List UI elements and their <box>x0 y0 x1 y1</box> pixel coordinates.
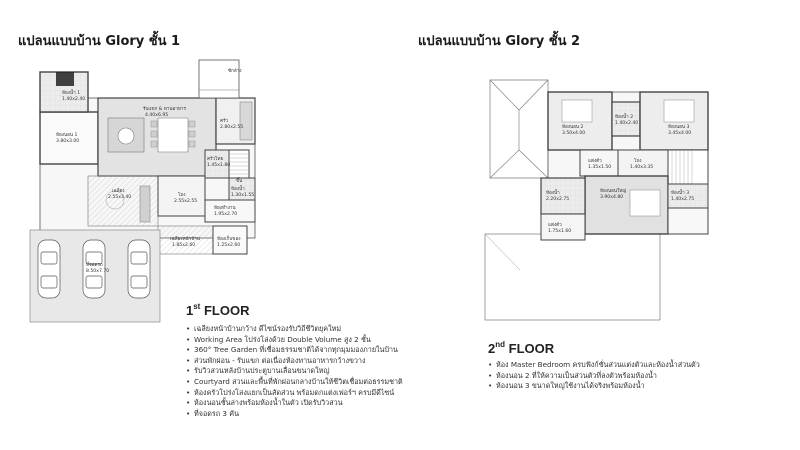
f2-label-master-size: 3.90x4.80 <box>600 195 624 200</box>
f1-label-kitchen: ครัว <box>220 119 229 124</box>
floor1-feature-item: • 360° Tree Garden ที่เชื่อมธรรมชาติได้จากทุกมุมมองภายในบ้าน <box>186 345 403 356</box>
f1-label-bath: ห้องน้ำ 1 <box>62 91 81 96</box>
f2-label-bath3: ห้องน้ำ 3 <box>671 191 690 196</box>
floor2-plan-title: แปลนแบบบ้าน Glory ชั้น 2 <box>418 34 581 49</box>
f2-label-bath3-size: 1.40x2.75 <box>671 197 695 202</box>
floor1-feature-item: • เฉลียงหน้าบ้านกว้าง ดีไซน์รองรับวิถีชีวิตยุคใหม่ <box>186 324 403 335</box>
floor1-feature-item: • Working Area โปร่งโล่งด้วย Double Volume สูง 2 ชั้น <box>186 335 403 346</box>
floor2-heading-word: FLOOR <box>508 341 555 356</box>
f1-label-powder: ห้องน้ำ <box>231 187 245 192</box>
f2-label-mbath: ห้องน้ำ <box>546 191 560 196</box>
f2-label-bath2-size: 1.40x2.40 <box>615 121 639 126</box>
floor2-feature-item: • ห้องนอน 2 ที่ให้ความเป็นส่วนตัวที่ลงตัวพร้อมห้องน้ำ <box>488 371 700 382</box>
f1-laundry <box>199 60 239 98</box>
f2-label-wic: แต่งตัว <box>588 159 602 164</box>
f2-label-wic-size: 1.35x1.50 <box>588 165 612 170</box>
f1-label-work: ห้องทำงาน <box>214 206 236 211</box>
f2-master-bath <box>541 178 585 214</box>
f1-label-store: ห้องเก็บของ <box>217 237 241 242</box>
f1-label-powder-size: 1.30x1.55 <box>231 193 255 198</box>
f1-label-living: รับแขก & ทานอาหาร <box>143 107 186 112</box>
floor1-plan-title: แปลนแบบบ้าน Glory ชั้น 1 <box>18 34 181 49</box>
f1-label-work-size: 1.95x2.70 <box>214 212 238 217</box>
f1-label-living-size: 4.40x6.95 <box>145 113 169 118</box>
floor2-heading-suffix: nd <box>495 340 506 349</box>
floor1-heading-word: FLOOR <box>203 303 250 318</box>
f1-label-hall-size: 2.55x2.55 <box>174 199 198 204</box>
floor1-feature-item: • ห้องครัวโปร่งโล่งแยกเป็นสัดส่วน พร้อมดกแต่งเฟอร์ฯ ครบมีดีไซน์ <box>186 388 403 399</box>
f1-label-stair: ขึ้น <box>236 179 243 184</box>
f2-hall <box>618 150 668 176</box>
f1-label-store-size: 1.25x2.60 <box>217 243 241 248</box>
f1-label-garage: ที่จอดรถ <box>86 263 103 268</box>
f1-label-prep-size: 1.45x1.80 <box>207 163 231 168</box>
f2-bathroom3 <box>668 184 708 208</box>
floor1-heading-number: 1 <box>186 303 194 318</box>
f1-label-porch-size: 1.85x2.60 <box>172 243 196 248</box>
floor2-plan <box>485 80 708 320</box>
f1-bedroom1 <box>40 112 98 164</box>
f1-label-bath-size: 1.40x2.40 <box>62 97 86 102</box>
f2-label-hall-size: 1.40x3.35 <box>630 165 654 170</box>
f2-label-dress: แต่งตัว <box>548 223 562 228</box>
floor2-heading-number: 2 <box>488 341 496 356</box>
floor1-heading <box>186 302 249 318</box>
f2-label-bed3: ห้องนอน 3 <box>668 125 690 130</box>
car-icon <box>128 240 150 298</box>
f2-label-bath2: ห้องน้ำ 2 <box>615 115 634 120</box>
f1-label-bed: ห้องนอน 1 <box>56 133 78 138</box>
floor2-heading <box>488 340 554 356</box>
floor1-feature-item: • ส่วนพักผ่อน - รับแขก ต่อเนื่องห้องทานอาหารกว้างขวาง <box>186 356 403 367</box>
floor1-feature-item: • รับวิวสวนหลังบ้านประตูบานเลื่อนขนาดใหญ่ <box>186 366 403 377</box>
f1-label-courtyard-size: 2.55x3.40 <box>108 195 132 200</box>
f2-label-bed3-size: 3.45x4.00 <box>668 131 692 136</box>
floor1-feature-item: • ที่จอดรถ 3 คัน <box>186 409 403 420</box>
f1-work-room <box>205 200 255 222</box>
car-icon <box>38 240 60 298</box>
floor2-feature-item: • ห้องนอน 3 ขนาดใหญ่ใช้งานได้จริงพร้อมห้องน้ำ <box>488 381 700 392</box>
floor1-feature-list <box>186 324 403 419</box>
f2-label-hall: โถง <box>634 159 642 164</box>
floor2-feature-list <box>488 360 700 392</box>
f1-label-kitchen-size: 2.80x2.55 <box>220 125 244 130</box>
floor1-feature-item: • ห้องนอนชั้นล่างพร้อมห้องน้ำในตัว เปิดรับวิวสวน <box>186 398 403 409</box>
f2-label-mbath-size: 2.20x2.75 <box>546 197 570 202</box>
f2-label-dress-size: 1.75x1.60 <box>548 229 572 234</box>
f1-label-hall: โถง <box>178 193 186 198</box>
f2-label-bed2: ห้องนอน 2 <box>562 125 584 130</box>
f1-label-porch: เฉลียงหน้าบ้าน <box>170 237 200 242</box>
floor1-feature-item: • Courtyard สวนและพื้นที่พักผ่อนกลางบ้านให้ชีวิตเชื่อมต่อธรรมชาติ <box>186 377 403 388</box>
f1-label-bed-size: 3.80x3.00 <box>56 139 80 144</box>
floor1-plan <box>30 60 255 322</box>
f1-label-garage-size: 8.50x7.70 <box>86 269 110 274</box>
f1-label-courtyard: เฉลียง <box>112 189 125 194</box>
floor2-feature-item: • ห้อง Master Bedroom ครบฟังก์ชั่นส่วนแต่งตัวและห้องน้ำส่วนตัว <box>488 360 700 371</box>
f2-label-bed2-size: 3.50x4.00 <box>562 131 586 136</box>
f1-label-prep: ครัวไทย <box>207 157 224 162</box>
floor1-heading-suffix: st <box>193 302 201 311</box>
f1-label-laundry: ซักล้าง <box>228 69 242 74</box>
f2-label-master: ห้องนอนใหญ่ <box>600 189 627 194</box>
